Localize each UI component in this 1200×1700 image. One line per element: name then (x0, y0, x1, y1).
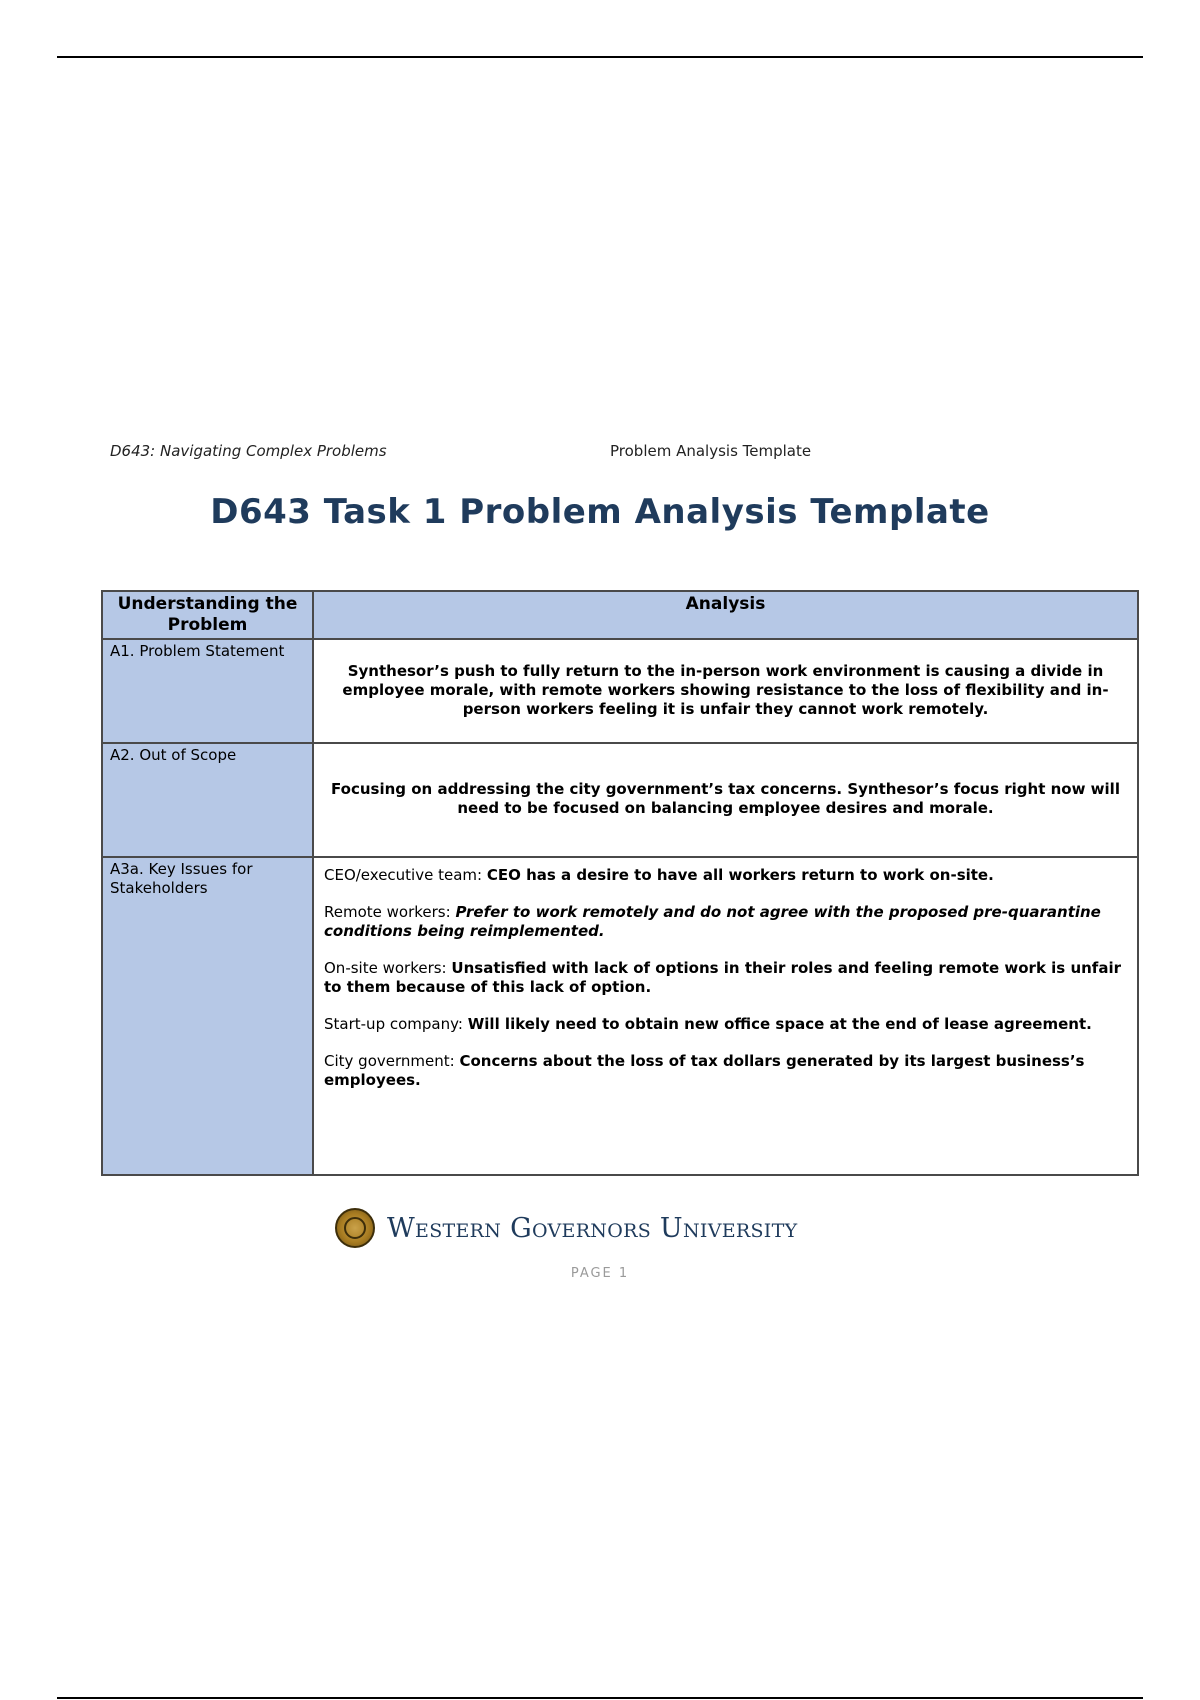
bottom-rule (57, 1697, 1143, 1699)
stakeholder-startup (324, 1015, 1130, 1034)
stakeholder-issue: Prefer to work remotely and do not agree with the proposed pre-quarantine conditions being reimplemented. (324, 903, 1101, 940)
out-of-scope-cell (313, 743, 1138, 857)
table-row-a1 (102, 639, 1138, 743)
problem-statement-text: Synthesor’s push to fully return to the in-person work environment is causing a divide in employee morale, with remote workers showing resistance to the loss of flexibility and in-person workers feeling it is unfair they cannot work remotely. (342, 662, 1109, 718)
stakeholder-remote-workers (324, 903, 1130, 941)
page-header (110, 442, 1090, 462)
university-logo (335, 1206, 797, 1250)
problem-statement-cell (313, 639, 1138, 743)
page-number: PAGE 1 (570, 1266, 630, 1281)
table-row-a2 (102, 743, 1138, 857)
stakeholder-issue: Concerns about the loss of tax dollars generated by its largest business’s employees. (324, 1052, 1085, 1089)
university-wordmark: Western Governors University (387, 1212, 798, 1244)
header-analysis: Analysis (313, 591, 1138, 639)
problem-analysis-table (101, 590, 1139, 1176)
stakeholder-name: CEO/executive team: (324, 866, 483, 884)
header-understanding: Understanding the Problem (102, 591, 313, 639)
table-header-row (102, 591, 1138, 639)
course-name: D643: Navigating Complex Problems (110, 442, 387, 460)
university-seal-icon (335, 1208, 375, 1248)
document-type: Problem Analysis Template (610, 442, 812, 460)
stakeholder-name: City government: (324, 1052, 455, 1070)
top-rule (57, 56, 1143, 58)
row-label-a3a: A3a. Key Issues for Stakeholders (102, 857, 313, 1175)
row-label-a1: A1. Problem Statement (102, 639, 313, 743)
document-title: D643 Task 1 Problem Analysis Template (210, 492, 990, 532)
stakeholder-name: On-site workers: (324, 959, 447, 977)
stakeholder-issue: CEO has a desire to have all workers return to work on-site. (486, 866, 994, 884)
stakeholder-name: Start-up company: (324, 1015, 463, 1033)
table-row-a3 (102, 857, 1138, 1175)
stakeholder-name: Remote workers: (324, 903, 451, 921)
stakeholder-onsite-workers (324, 959, 1130, 997)
row-label-a2: A2. Out of Scope (102, 743, 313, 857)
stakeholder-city-government (324, 1052, 1130, 1090)
stakeholder-ceo (324, 866, 1130, 885)
out-of-scope-text: Focusing on addressing the city government’s tax concerns. Synthesor’s focus right now will need to be focused on balancing employee desires and morale. (331, 780, 1120, 817)
stakeholder-issue: Unsatisfied with lack of options in their roles and feeling remote work is unfair to them because of this lack of option. (324, 959, 1121, 996)
key-issues-cell (313, 857, 1138, 1175)
stakeholder-issue: Will likely need to obtain new office space at the end of lease agreement. (467, 1015, 1092, 1033)
